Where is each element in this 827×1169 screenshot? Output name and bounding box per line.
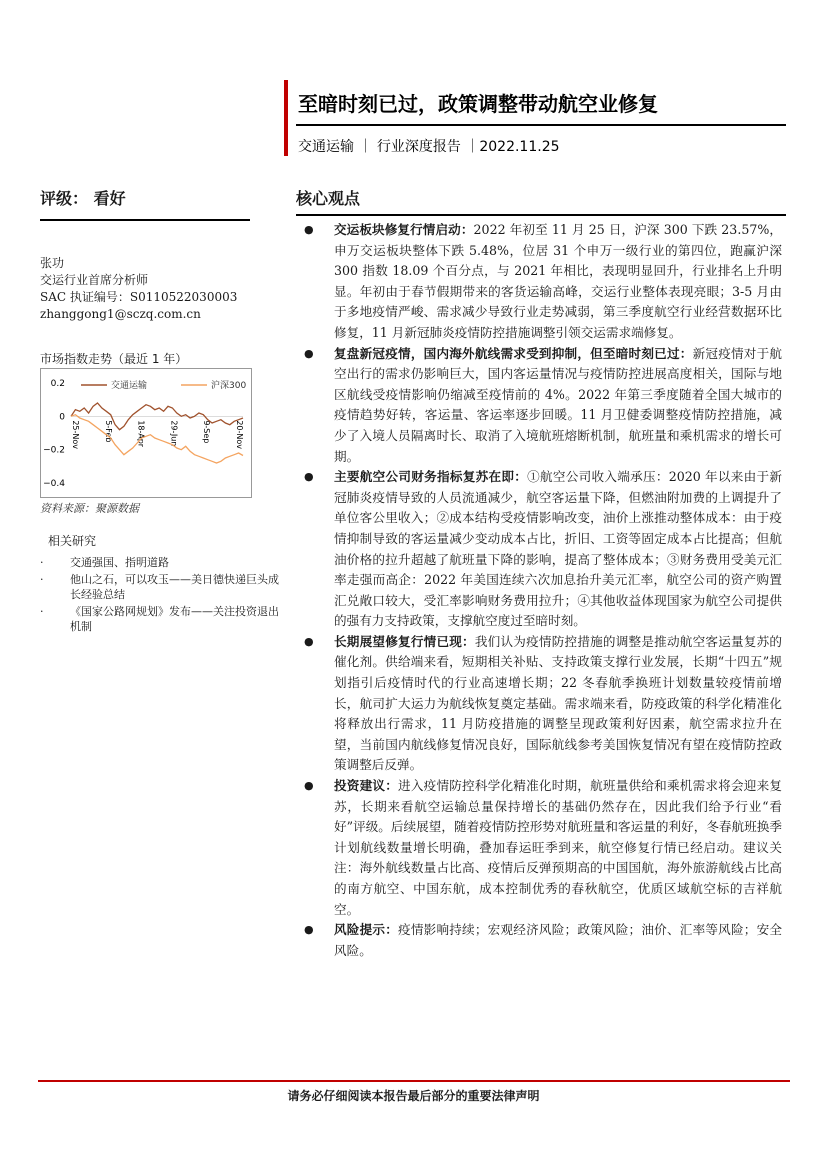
chart-y-tick-label: −0.2 <box>43 445 65 456</box>
core-point-lead: 投资建议： <box>334 778 399 794</box>
analyst-title: 交运行业首席分析师 <box>40 273 149 287</box>
core-point-lead: 交运板块修复行情启动： <box>334 222 474 237</box>
chart-x-tick-label: 9-Sep <box>202 420 212 444</box>
core-point-text: 进入疫情防控科学化精准化时期，航班量供给和乘机需求将会迎来复苏，长期来看航空运输总量保持增长的基础仍然存在，因此我们给予行业“看好”评级。后续展望，随着疫情防控形势对航班量和客运量的利好，冬春航班换季计划航线数量增长明确，叠加春运旺季到来，航空修复行情已经启动。建议关注：海外航线数量占比高、疫情后反弹预期高的中国国航，海外旅游航线占比高的南方航空、中国东航，成本控制优秀的春秋航空，优质区域航空标的吉祥航空。 <box>334 778 783 917</box>
chart-x-tick-label: 5-Feb <box>103 420 113 443</box>
chart-legend-label: 交通运输 <box>111 381 148 391</box>
related-item[interactable]: · 他山之石，可以攻玉——美日德快递巨头成长经验总结 <box>40 572 280 602</box>
chart-series-line <box>71 415 243 463</box>
core-heading: 核心观点 <box>296 189 361 208</box>
chart-y-tick-label: 0 <box>59 412 65 423</box>
chart-title: 市场指数走势（最近 1 年） <box>40 352 188 366</box>
left-column <box>40 186 250 323</box>
related-item[interactable]: · 交通强国、指明道路 <box>40 555 280 570</box>
related-heading: 相关研究 <box>48 534 97 548</box>
chart-x-tick-label: 29-Jun <box>169 420 179 447</box>
core-point <box>296 220 782 344</box>
core-point-text: 2022 年初至 11 月 25 日，沪深 300 下跌 23.57%，申万交运板块整体下跌 5.48%，位居 31 个申万一级行业的第四位，跑赢沪深 300 指数 18.09 个百分点，与 2021 年相比，表现明显回升，行业排名上升明显。年初由于春节假期带来的客货运输高峰，交运行业整体表现亮眼；3-5 月由于多地疫情严峻、需求减少导致行业走势减弱，第三季度航空行业经营数据环比修复，11 月新冠肺炎疫情防控措施调整引领交运需求端修复。 <box>334 222 783 340</box>
analyst-info <box>40 255 250 323</box>
chart-y-tick-label: 0.2 <box>50 379 65 389</box>
core-point <box>296 467 782 632</box>
title-divider <box>296 124 786 126</box>
related-item[interactable]: · 《国家公路网规划》发布——关注投资退出机制 <box>40 604 280 634</box>
footer-divider <box>38 1080 790 1082</box>
core-point-lead: 风险提示： <box>334 922 399 938</box>
legal-notice: 请务必仔细阅读本报告最后部分的重要法律声明 <box>287 1089 540 1103</box>
chart-x-tick-label: 20-Nov <box>235 420 244 450</box>
title-accent-bar <box>284 80 288 156</box>
core-point-lead: 长期展望修复行情已现： <box>334 633 475 649</box>
market-chart <box>40 368 252 498</box>
chart-source: 资料来源：聚源数据 <box>40 502 139 515</box>
chart-y-tick-label: −0.4 <box>43 479 65 489</box>
related-list <box>40 555 280 634</box>
core-divider <box>296 214 786 216</box>
analyst-name: 张功 <box>40 256 65 270</box>
core-point-text: ①航空公司收入端承压：2020 年以来由于新冠肺炎疫情导致的人员流通减少，航空客运量下降，但燃油附加费的上调提升了单位客公里收入；②成本结构受疫情影响改变，油价上涨推动整体成本：由于疫情抑制导致的客运量减少变动成本占比，折旧、工资等固定成本占比提高；但航油价格的拉升超越了航班量下降的影响，提高了整体成本；③财务费用受美元汇率走强而高企：2022 年美国连续六次加息抬升美元汇率，航空公司的资产购置汇兑敞口较大，受汇率影响财务费用拉升；④其他收益体现国家为航空公司提供的强有力支持政策，支撑航空度过至暗时刻。 <box>334 469 783 629</box>
chart-x-tick-label: 25-Nov <box>71 420 80 450</box>
core-point <box>296 344 782 468</box>
rating-label: 评级： 看好 <box>40 189 126 208</box>
core-point-text: 疫情影响持续；宏观经济风险；政策风险；油价、汇率等风险；安全风险。 <box>334 922 783 958</box>
core-points <box>296 220 782 961</box>
core-point-lead: 主要航空公司财务指标复苏在即： <box>334 469 528 485</box>
related-research <box>40 532 280 636</box>
chart-legend-label: 沪深300 <box>211 381 247 391</box>
core-point <box>296 776 782 920</box>
chart-x-tick-label: 18-Apr <box>136 420 146 448</box>
analyst-sac: SAC 执证编号：S0110522030003 <box>40 290 238 304</box>
core-point-text: 新冠疫情对于航空出行的需求仍影响巨大，国内客运量情况与疫情防控进展高度相关，国际与地区航线受疫情影响仍缩减至疫情前的 4%。2022 年第三季度随着全国大城市的疫情趋势好转，客运量、客运率逐步回暖。11 月卫健委调整疫情防控措施，减少了入境人员隔离时长、取消了入境航班熔断机制，航班量和乘机需求的增长可期。 <box>334 345 783 464</box>
core-point <box>296 632 782 776</box>
core-point <box>296 920 782 961</box>
market-chart-svg <box>41 369 251 497</box>
report-subtitle: 交通运输 ｜ 行业深度报告 ｜2022.11.25 <box>298 139 560 155</box>
rating-divider <box>40 219 250 221</box>
analyst-email[interactable]: zhanggong1@sczq.com.cn <box>40 307 201 321</box>
core-point-lead: 复盘新冠疫情，国内海外航线需求受到抑制，但至暗时刻已过： <box>334 345 693 361</box>
core-point-text: 我们认为疫情防控措施的调整是推动航空客运量复苏的催化剂。供给端来看，短期相关补贴、支持政策支撑行业发展，长期“十四五”规划指引后疫情时代的行业高速增长期；22 冬春航季换班计划数量较疫情前增长，航司扩大运力为航线恢复奠定基础。需求端来看，防疫政策的科学化精准化将释放出行需求，11 月防疫措施的调整呈现政策利好因素，航空需求拉升在望，当前国内航线修复情况良好，国际航线参考美国恢复情况有望在疫情防控政策调整后反弹。 <box>334 633 783 773</box>
report-title: 至暗时刻已过，政策调整带动航空业修复 <box>298 92 658 116</box>
